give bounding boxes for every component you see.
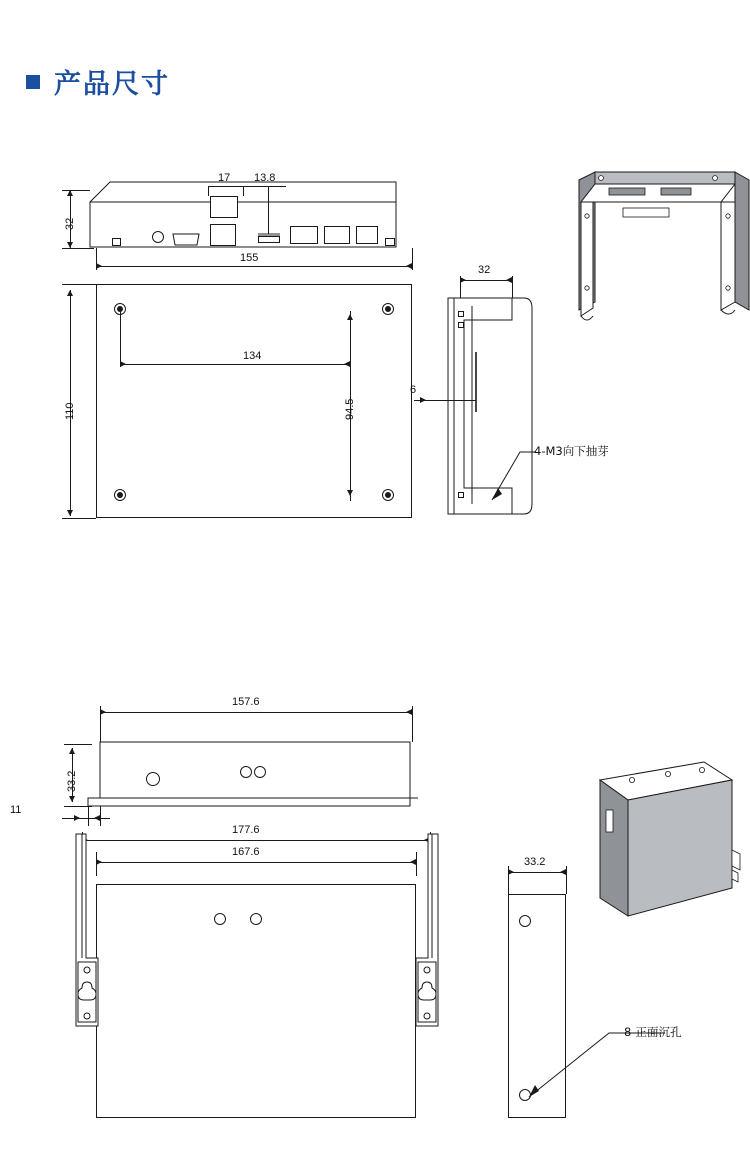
dim-13-8-label: 13.8	[254, 172, 276, 184]
box-iso-outline	[596, 758, 736, 938]
front-hole-pair-2	[254, 766, 266, 778]
connector-rj45	[210, 224, 236, 246]
dim-11-arrow-l	[74, 815, 80, 821]
note-m3-label: 4-M3向下抽芽	[534, 444, 609, 458]
note-m3-leader	[490, 402, 610, 482]
dim-155-line	[96, 266, 412, 267]
mount-hole-br-center	[385, 492, 391, 498]
dim-33-2b-ext-r	[566, 866, 567, 894]
square-bullet-icon	[26, 75, 40, 89]
dim-177-6-label: 177.6	[232, 824, 260, 836]
connector-round-jack	[152, 231, 164, 243]
right-bracket-strap	[408, 830, 442, 1040]
connector-usb-shade	[258, 233, 280, 236]
bracket-hole-top	[458, 311, 464, 317]
dim-11-ext-r	[100, 806, 101, 826]
dim-94-5-arrow-up	[347, 314, 353, 320]
bracket-hole-top2	[458, 322, 464, 328]
note-counterbore-label: 8-正面沉孔	[624, 1025, 682, 1039]
dim-157-6-ext-l	[100, 706, 101, 742]
dim-11-ext-l	[88, 806, 89, 826]
dim-110-ext-top	[62, 284, 96, 285]
dim-110-arrow-down	[67, 510, 73, 516]
dim-110-ext-bottom	[62, 518, 96, 519]
dim-167-6-label: 167.6	[232, 846, 260, 858]
dim-110-arrow-up	[67, 290, 73, 296]
dim-11-line	[62, 818, 110, 819]
connector-usb-small	[258, 236, 280, 243]
connector-usb-a-1	[290, 226, 318, 244]
front-hole-pair-1	[240, 766, 252, 778]
dim-17-ext-l	[208, 186, 209, 196]
mount-hole-bl-center	[117, 492, 123, 498]
page-header	[26, 62, 170, 101]
side-hole-top	[519, 915, 531, 927]
bracket-hole-bottom	[458, 492, 464, 498]
dim-17-line	[208, 186, 244, 187]
dim-17-label: 17	[218, 172, 231, 184]
connector-rj45-top	[210, 196, 238, 218]
dim-167-6-line	[96, 862, 416, 863]
front-hole-single	[146, 772, 160, 786]
dim-32-ext-bottom	[62, 248, 94, 249]
mount-hole-tr-center	[385, 306, 391, 312]
dim-94-5-label: 94.5	[344, 398, 356, 420]
dim-32-label: 32	[64, 217, 76, 230]
dim-155-ext-l	[96, 248, 97, 270]
dim-13-8-line	[244, 186, 286, 187]
dim-134-label: 134	[243, 350, 262, 362]
connector-hdmi-icon	[172, 233, 200, 247]
dim-33-2a-ext-top	[64, 744, 92, 745]
dim-33-2b-line	[508, 872, 566, 873]
dim-157-6-label: 157.6	[232, 696, 260, 708]
bracket-iso-outline	[565, 168, 750, 338]
connector-power	[112, 238, 121, 246]
page-title: 产品尺寸	[54, 69, 170, 100]
dim-155-label: 155	[240, 252, 259, 264]
dim-11-label: 11	[10, 804, 22, 816]
dim-6-label: 6	[410, 384, 417, 396]
connector-usb-a-2	[324, 226, 350, 244]
bottom-front-outline	[88, 738, 418, 818]
dim-32b-label: 32	[478, 264, 491, 276]
connector-misc	[385, 238, 395, 246]
dim-6-arrow	[420, 397, 426, 403]
dim-110-label: 110	[64, 402, 76, 420]
dim-33-2b-ext-l	[508, 866, 509, 894]
dim-177-6-line	[82, 840, 430, 841]
dim-13-8-ext	[268, 186, 269, 234]
dim-94-5-arrow-down	[347, 490, 353, 496]
dim-32b-line	[460, 280, 512, 281]
dim-157-6-line	[100, 712, 412, 713]
connector-usb-a-3	[356, 226, 378, 244]
dim-33-2a-arrow-up	[69, 748, 75, 754]
plan-hole-1	[214, 913, 226, 925]
dim-17-ext-r	[243, 186, 244, 196]
plan-view-outline	[96, 284, 412, 518]
dim-134-line	[120, 364, 350, 365]
dim-32-ext-top	[62, 190, 90, 191]
left-bracket-strap	[72, 830, 106, 1040]
dim-33-2a-arrow-down	[69, 796, 75, 802]
plan-hole-2	[250, 913, 262, 925]
dim-33-2a-label: 33.2	[66, 770, 78, 792]
dim-157-6-ext-r	[412, 706, 413, 742]
dim-33-2b-label: 33.2	[524, 856, 546, 868]
dim-155-ext-r	[412, 248, 413, 270]
dim-134-ext-l	[120, 311, 121, 367]
